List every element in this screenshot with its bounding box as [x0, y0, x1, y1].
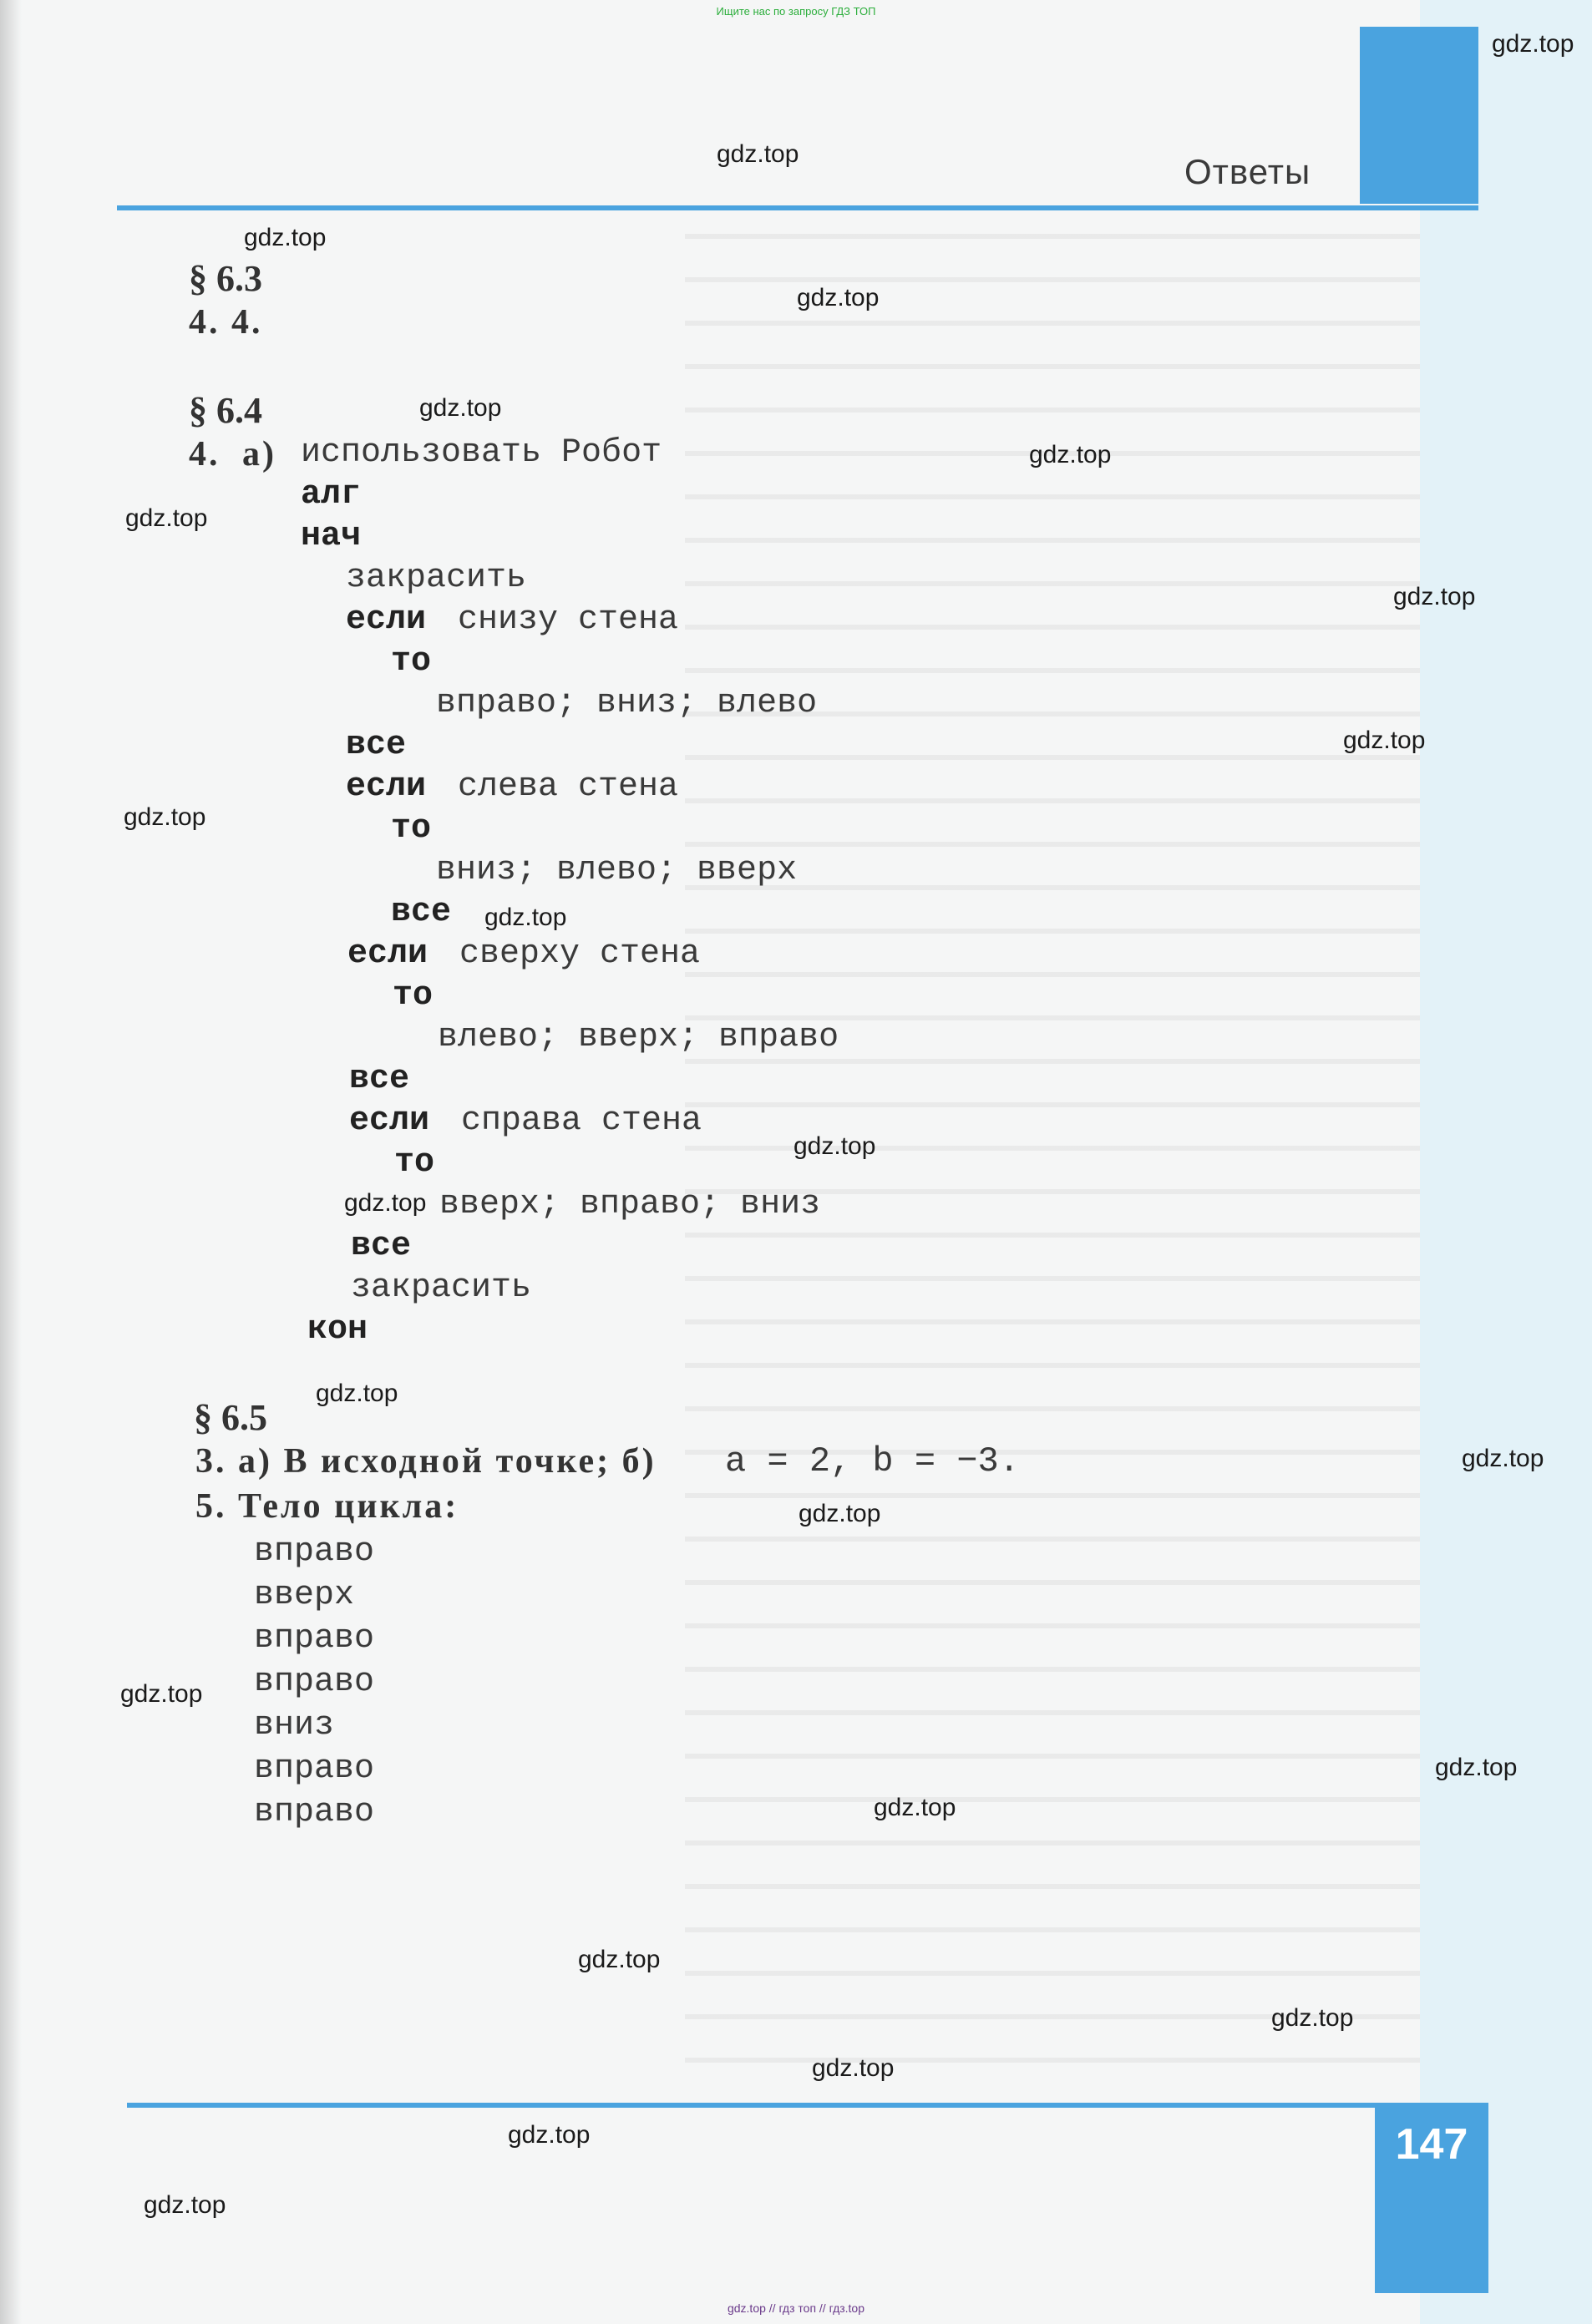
- watermark: gdz.top: [144, 2191, 226, 2219]
- header-tab: [1360, 27, 1478, 204]
- code-keyword: нач: [301, 518, 362, 555]
- code-keyword: если: [349, 1102, 430, 1140]
- watermark: gdz.top: [578, 1946, 661, 1973]
- code-line: вправо; вниз; влево: [436, 685, 818, 722]
- answer-6-3: 4. 4.: [189, 303, 263, 342]
- section-heading-6-5: § 6.5: [194, 1397, 267, 1438]
- move-line: вправо: [254, 1620, 375, 1658]
- move-line: вправо: [254, 1533, 375, 1571]
- code-line: слева стена: [458, 768, 679, 806]
- code-line: снизу стена: [458, 601, 679, 639]
- code-keyword: если: [346, 601, 427, 639]
- section-heading-6-3: § 6.3: [189, 258, 262, 299]
- move-line: вниз: [254, 1707, 335, 1744]
- watermark: gdz.top: [124, 803, 206, 831]
- code-keyword: алг: [301, 476, 362, 514]
- watermark: gdz.top: [508, 2121, 591, 2149]
- code-keyword: если: [346, 768, 427, 806]
- watermark: gdz.top: [1435, 1754, 1518, 1781]
- answer-6-5-equation: a = 2, b = −3.: [725, 1441, 1020, 1481]
- watermark: gdz.top: [1393, 583, 1476, 610]
- watermark: gdz.top: [793, 1132, 876, 1160]
- code-line: справа стена: [461, 1102, 702, 1140]
- watermark: gdz.top: [344, 1189, 427, 1217]
- code-line: влево; вверх; вправо: [438, 1019, 839, 1056]
- page-number: 147: [1395, 2120, 1468, 2169]
- watermark: gdz.top: [874, 1794, 956, 1821]
- watermark: gdz.top: [812, 2054, 895, 2082]
- code-line: закрасить: [346, 559, 527, 597]
- footer-caption: gdz.top // гдз топ // гдз.top: [727, 2301, 865, 2315]
- section-heading-6-4: § 6.4: [189, 390, 262, 431]
- watermark: gdz.top: [1343, 727, 1426, 754]
- item-number-4: 4.: [189, 435, 221, 473]
- watermark: gdz.top: [125, 504, 208, 532]
- move-line: вправо: [254, 1750, 375, 1788]
- code-keyword: то: [393, 977, 433, 1015]
- code-line: использовать Робот: [301, 434, 662, 472]
- watermark: gdz.top: [419, 394, 502, 422]
- code-line: сверху стена: [459, 935, 701, 973]
- answer-6-5-item-5: 5. Тело цикла:: [195, 1487, 459, 1526]
- code-line: закрасить: [351, 1269, 532, 1307]
- code-keyword: кон: [307, 1311, 368, 1349]
- code-keyword: все: [391, 894, 452, 931]
- watermark: gdz.top: [799, 1500, 881, 1527]
- page-edge-shadow: [0, 0, 22, 2324]
- right-margin-stripe: [1420, 0, 1592, 2324]
- watermark: gdz.top: [1492, 30, 1574, 58]
- code-keyword: то: [391, 810, 432, 848]
- code-keyword: то: [391, 643, 432, 681]
- watermark: gdz.top: [484, 904, 567, 931]
- move-line: вправо: [254, 1794, 375, 1831]
- code-keyword: то: [394, 1144, 435, 1182]
- watermark: gdz.top: [316, 1380, 398, 1407]
- move-line: вправо: [254, 1663, 375, 1701]
- code-line: вверх; вправо; вниз: [439, 1186, 821, 1223]
- header-rule: [117, 205, 1478, 210]
- code-line: вниз; влево; вверх: [436, 852, 798, 889]
- answer-6-5-item-3: 3. а) В исходной точке; б): [195, 1442, 657, 1481]
- top-banner: Ищите нас по запросу ГДЗ ТОП: [716, 5, 876, 18]
- move-line: вверх: [254, 1577, 355, 1614]
- watermark: gdz.top: [717, 140, 799, 168]
- watermark: gdz.top: [797, 284, 880, 311]
- watermark: gdz.top: [1271, 2004, 1354, 2032]
- watermark: gdz.top: [1462, 1445, 1544, 1472]
- footer-rule: [127, 2103, 1380, 2108]
- watermark: gdz.top: [120, 1680, 203, 1708]
- item-letter-a: а): [242, 435, 276, 473]
- code-keyword: если: [347, 935, 428, 973]
- watermark: gdz.top: [244, 224, 327, 251]
- page-title: Ответы: [1184, 152, 1311, 191]
- code-keyword: все: [349, 1061, 410, 1098]
- watermark: gdz.top: [1029, 441, 1112, 468]
- code-keyword: все: [346, 727, 407, 764]
- code-keyword: все: [351, 1228, 412, 1265]
